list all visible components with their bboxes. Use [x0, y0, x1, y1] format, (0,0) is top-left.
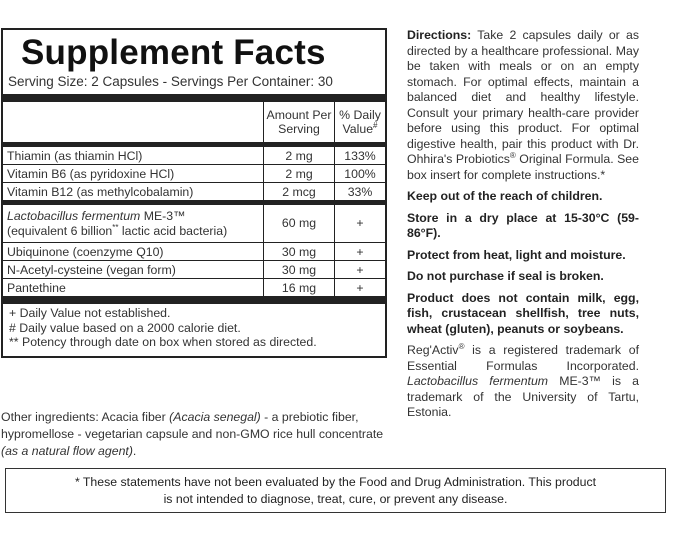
table-row: Lactobacillus fermentum ME-3™ (equivalent 6 billion** lactic acid bacteria) 60 mg + [3, 205, 385, 243]
table-row: Vitamin B6 (as pyridoxine HCl) 2 mg 100% [3, 165, 385, 183]
supplement-facts-panel [1, 28, 387, 358]
protect-note: Protect from heat, light and moisture. [407, 247, 626, 262]
table-row: Ubiquinone (coenzyme Q10) 30 mg + [3, 243, 385, 261]
header-amount: Amount Per Serving [264, 102, 335, 142]
divider-thick [3, 296, 385, 304]
table-row: Thiamin (as thiamin HCl) 2 mg 133% [3, 147, 385, 165]
serving-info: Serving Size: 2 Capsules - Servings Per Container: 30 [8, 74, 333, 89]
table-row: N-Acetyl-cysteine (vegan form) 30 mg + [3, 261, 385, 279]
divider-thick [3, 94, 385, 102]
allergen-note: Product does not contain milk, egg, fish, crustacean shellfish, tree nuts, wheat (gluten), peanuts or soybeans. [407, 290, 639, 336]
directions: Directions: Take 2 capsules daily or as directed by a healthcare professional. May be taken with meals or on an empty stomach. For optimal effects, maintain a balanced diet and healthy lifestyle. Consult your primary health-care provider before using this product. For optimal digestive health, pair this product with Dr. Ohhira's Probiotics® Original Formula. See box insert for complete instructions.* [407, 28, 639, 182]
directions-column [407, 28, 639, 427]
header-daily-value: % Daily Value# [335, 102, 386, 142]
vitamins-table [3, 147, 385, 200]
fda-disclaimer: * These statements have not been evaluated by the Food and Drug Administration. This product is not intended to diagnose, treat, cure, or prevent any disease. [5, 468, 666, 513]
storage-note: Store in a dry place at 15-30°C (59-86°F). [407, 210, 639, 240]
seal-note: Do not purchase if seal is broken. [407, 269, 604, 283]
table-row: Pantethine 16 mg + [3, 279, 385, 297]
ingredients-table [3, 205, 385, 296]
footnotes: + Daily Value not established. # Daily value based on a 2000 calorie diet. ** Potency through date on box when stored as directed. [9, 306, 317, 349]
panel-title: Supplement Facts [21, 33, 326, 72]
warning-children: Keep out of the reach of children. [407, 189, 603, 203]
trademark-note: Reg'Activ® is a registered trademark of Essential Formulas Incorporated. Lactobacillus fermentum ME-3™ is a trademark of the University of Tartu, Estonia. [407, 341, 639, 419]
other-ingredients: Other ingredients: Acacia fiber (Acacia senegal) - a prebiotic fiber, hypromellose - vegetarian capsule and non-GMO rice hull concentrate (as a natural flow agent). [1, 410, 384, 458]
table-row: Vitamin B12 (as methylcobalamin) 2 mcg 33% [3, 183, 385, 201]
probiotic-name: Lactobacillus fermentum ME-3™ (equivalent 6 billion** lactic acid bacteria) [7, 208, 228, 238]
nutrient-table-header [3, 102, 385, 142]
